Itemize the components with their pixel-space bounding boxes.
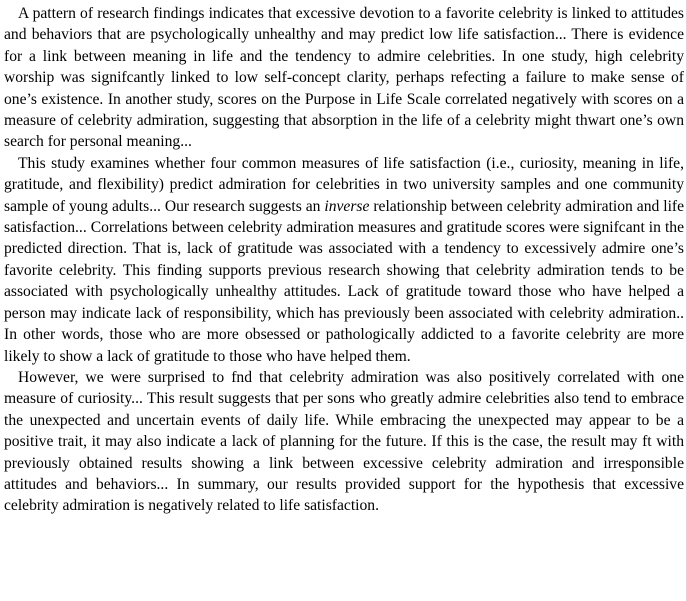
paragraph-2-start: This study examines whether four common measures of life satisfaction (i.e., curiosity, meaning in life, gratitude, and flexibility) predict admiration for celebrities in two university samples and one community sample of young adults... Our research suggests an [4, 154, 684, 215]
paragraph-2-emphasis: inverse [324, 197, 370, 215]
paragraph-2-end: relationship between celebrity admiration and life satisfaction... Correlations between celebrity admiration measures and gratitude scores were signifcant in the predicted direction. That is, lack of gratitude was associated with a tendency to excessively admire one’s favorite celebrity. This finding supports previous research showing that celebrity admiration tends to be associated with psychologically unhealthy attitudes. Lack of gratitude toward those who have helped a person may indicate lack of responsibility, which has previously been associated with celebrity admiration.. In other words, those who are more obsessed or pathologically addicted to a favorite celebrity are more likely to show a lack of gratitude to those who have helped them. [4, 197, 685, 365]
paragraph-2 [4, 153, 684, 367]
passage-text [4, 3, 684, 517]
paragraph-1: A pattern of research findings indicates that excessive devotion to a favorite celebrity is linked to attitudes and behaviors that are psychologically unhealthy and may predict low life satisfaction... There is evidence for a link between meaning in life and the tendency to admire celebrities. In one study, high celebrity worship was signifcantly linked to low self-concept clarity, perhaps refecting a failure to make sense of one’s existence. In another study, scores on the Purpose in Life Scale correlated negatively with scores on a measure of celebrity admiration, suggesting that absorption in the life of a celebrity might thwart one’s own search for personal meaning... [4, 5, 684, 151]
paragraph-3: However, we were surprised to fnd that celebrity admiration was also positively correlated with one measure of curiosity... This result suggests that per sons who greatly admire celebrities also tend to embrace the unexpected and uncertain events of daily life. While embracing the unexpected may appear to be a positive trait, it may also indicate a lack of planning for the future. If this is the case, the result may ft with previously obtained results showing a link between excessive celebrity admiration and irresponsible attitudes and behaviors... In summary, our results provided support for the hypothesis that excessive celebrity admiration is negatively related to life satisfaction. [4, 368, 684, 515]
